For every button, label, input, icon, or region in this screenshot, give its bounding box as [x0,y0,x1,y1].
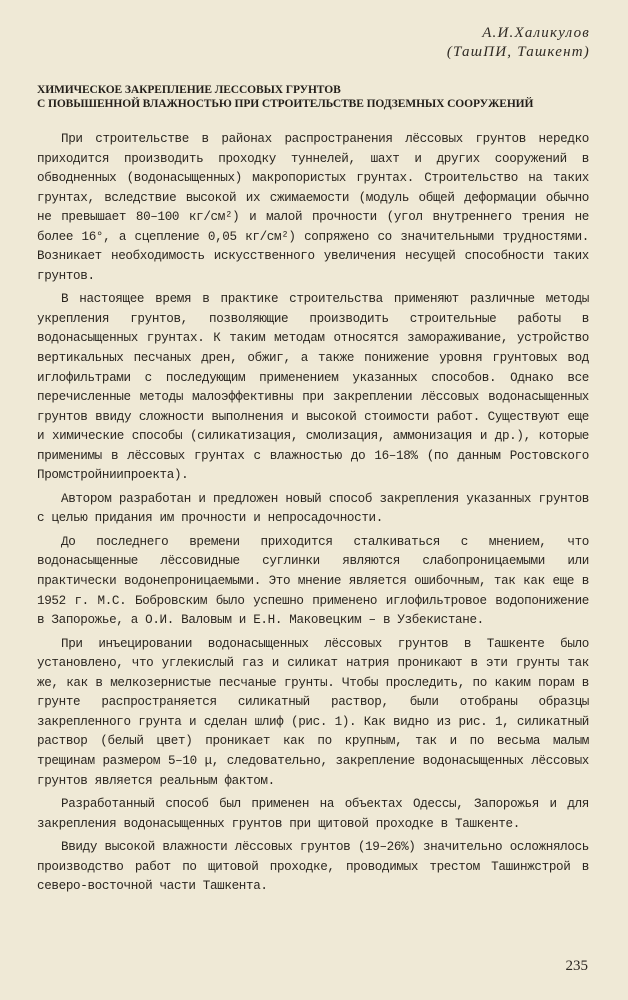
paragraph-6: Разработанный способ был применен на объектах Одессы, Запорожья и для закрепления водонасыщенных грунтов при щитовой проходке в Ташкенте. [37,797,589,831]
author-name: А.И.Халикулов [482,25,590,41]
author-block [447,24,590,62]
paragraph-2: В настоящее время в практике строительства применяют различные методы укрепления грунтов, позволяющие производить строительные работы в водонасыщенных грунтах. К таким методам относятся замораживание, устройство вертикальных песчаных дрен, обжиг, а также понижение уровня грунтовых вод иглофильтрами с последующим применением указанных способов. Однако все перечисленные методы малоэффективны при закреплении лёссовых водонасыщенных грунтов ввиду сложности выполнения и высокой стоимости работ. Существуют еще и химические способы (силикатизация, смолизация, аммонизация и др.), которые применимы в лёссовых грунтах с влажностью до 16–18% (по данным Ростовского Промстройниипроекта). [37,292,589,483]
author-affiliation: (ТашПИ, Ташкент) [446,44,590,60]
page-number: 235 [565,958,588,974]
paragraph-4: До последнего времени приходится сталкиваться с мнением, что водонасыщенные лёссовидные суглинки являются слабопроницаемыми или практически водонепроницаемыми. Это мнение является ошибочным, так как еще в 1952 г. М.С. Бобровским было успешно применено иглофильтровое водопонижение в Запорожье, а О.И. Валовым и Е.Н. Маковецким – в Узбекистане. [37,534,589,628]
title-line-1: ХИМИЧЕСКОЕ ЗАКРЕПЛЕНИЕ ЛЕССОВЫХ ГРУНТОВ [37,84,341,96]
paragraph-5: При инъецировании водонасыщенных лёссовых грунтов в Ташкенте было установлено, что углекислый газ и силикат натрия проникают в эти грунты так же, как в мелкозернистые песчаные грунты. Чтобы проследить, по каким порам в грунте распространяется силикатный раствор, были отобраны образцы закрепленного грунта и сделан шлиф (рис. 1). Как видно из рис. 1, силикатный раствор (белый цвет) проникает как по крупным, так и по весьма малым трещинам размером 5–10 μ, следовательно, закрепление водонасыщенных лёссовых грунтов является реальным фактом. [37,636,589,788]
paragraph-7: Ввиду высокой влажности лёссовых грунтов (19–26%) значительно осложнялось производство работ по щитовой проходке, проводимых трестом Ташинжстрой в северо-восточной части Ташкента. [37,840,589,894]
paragraph-3: Автором разработан и предложен новый способ закрепления указанных грунтов с целью придания им прочности и непросадочности. [37,491,589,526]
article-body [37,130,589,897]
paragraph-1: При строительстве в районах распространения лёссовых грунтов нередко приходится производить проходку туннелей, шахт и других сооружений в обводненных (водонасыщенных) макропористых грунтах. Строительство на таких грунтах, вследствие высокой их сжимаемости (модуль общей деформации обычно не превышает 80–100 кг/см²) и малой прочности (угол внутреннего трения не более 16°, а сцепление 0,05 кг/см²) сопряжено со значительными трудностями. Возникает необходимость искусственного увеличения несущей способности таких грунтов. [37,132,589,283]
article-title [37,83,597,111]
title-line-2: С ПОВЫШЕННОЙ ВЛАЖНОСТЬЮ ПРИ СТРОИТЕЛЬСТВЕ ПОДЗЕМНЫХ СООРУЖЕНИЙ [37,98,534,110]
